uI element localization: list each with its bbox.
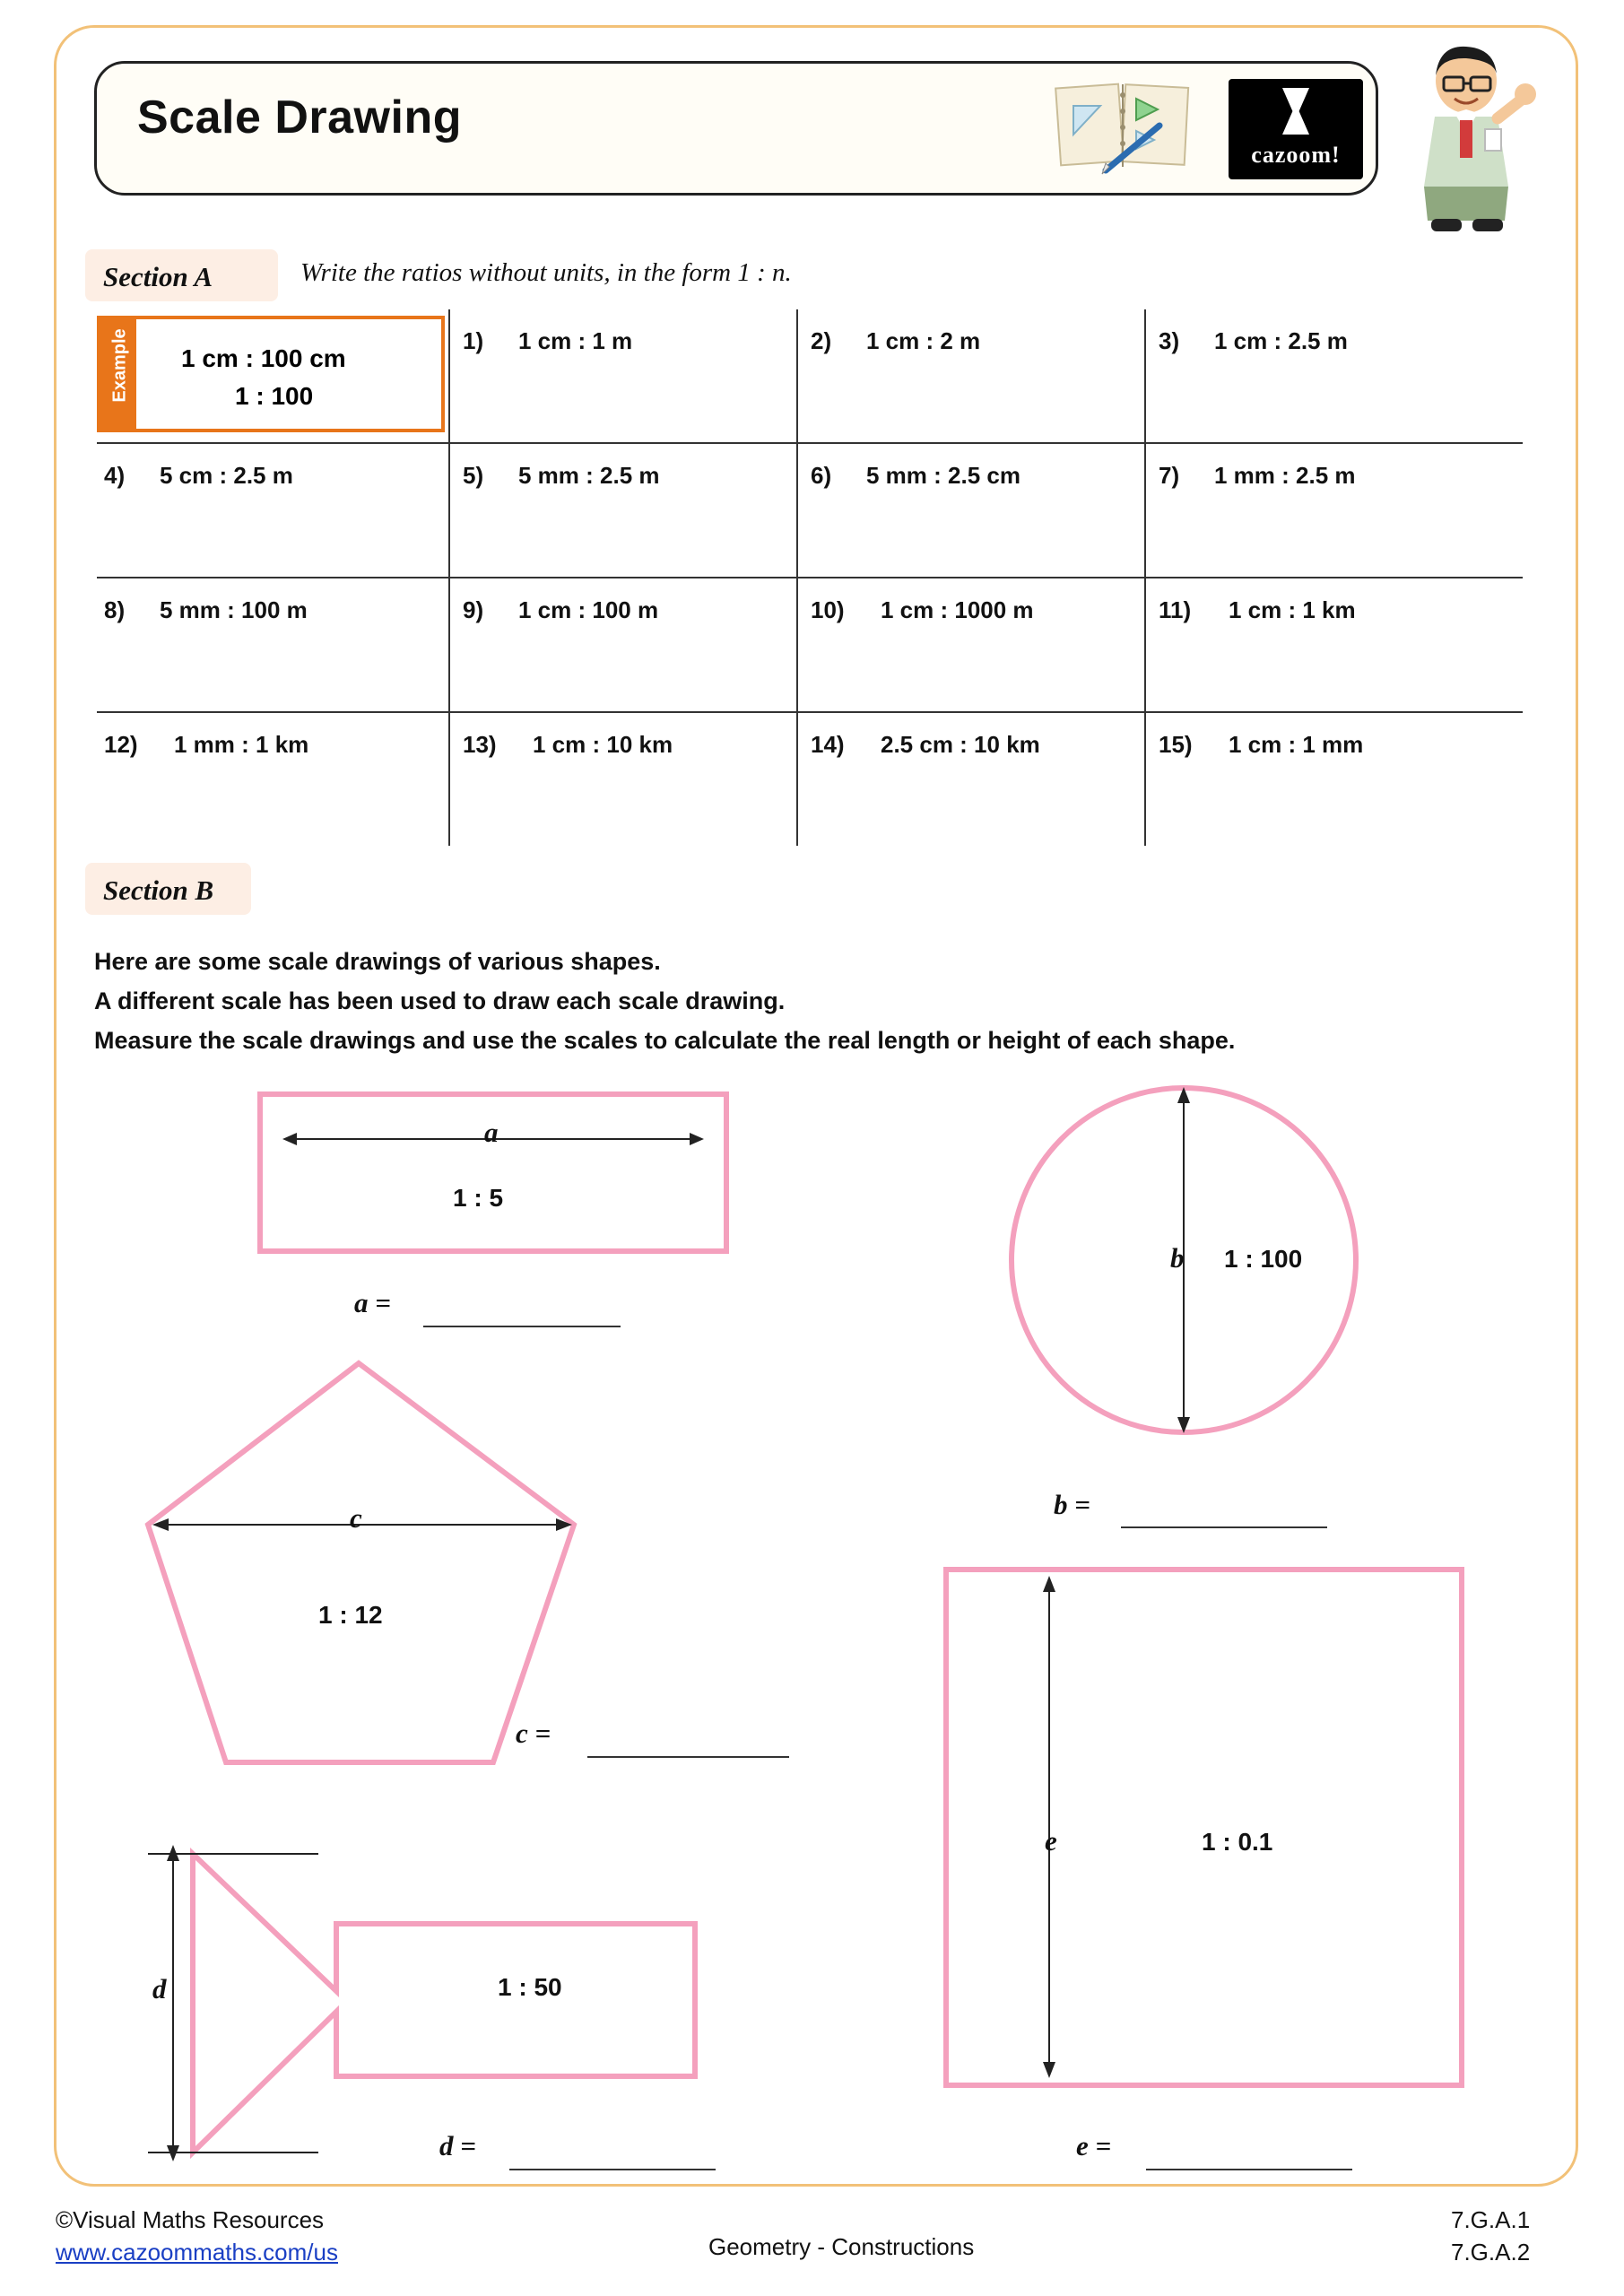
question-7: 7) 1 mm : 2.5 m — [1159, 462, 1356, 489]
cazoom-logo — [1229, 79, 1363, 179]
question-14: 14) 2.5 cm : 10 km — [811, 731, 1040, 758]
question-13: 13) 1 cm : 10 km — [463, 731, 673, 758]
section-b-instructions — [94, 942, 1235, 1060]
grid-vline — [796, 309, 798, 846]
shape-a-answer-line[interactable] — [423, 1326, 621, 1327]
page-title: Scale Drawing — [137, 91, 462, 144]
shape-c-scale: 1 : 12 — [318, 1601, 383, 1629]
section-a-instruction: Write the ratios without units, in the form 1 : n. — [300, 258, 792, 287]
section-b-line-3: Measure the scale drawings and use the scales to calculate the real length or height of each shape. — [94, 1027, 1236, 1054]
logo-text: cazoom! — [1251, 142, 1341, 168]
shape-e-label: e — [1045, 1825, 1057, 1857]
question-8: 8) 5 mm : 100 m — [104, 596, 308, 623]
shape-pentagon-c — [143, 1354, 610, 1776]
example-line-2: 1 : 100 — [235, 382, 314, 410]
shape-b-answer-label: b = — [1054, 1489, 1090, 1520]
question-11: 11) 1 cm : 1 km — [1159, 596, 1356, 623]
shape-d-answer-line[interactable] — [509, 2169, 716, 2170]
shape-arrow-d — [139, 1816, 821, 2193]
section-b-line-1: Here are some scale drawings of various shapes. — [94, 948, 661, 975]
footer-topic: Geometry - Constructions — [708, 2233, 975, 2260]
section-a-label: Section A — [85, 249, 278, 301]
shape-d-scale: 1 : 50 — [498, 1973, 562, 2001]
footer-website-link[interactable]: www.cazoommaths.com/us — [56, 2239, 338, 2266]
question-3: 3) 1 cm : 2.5 m — [1159, 327, 1348, 354]
shape-a-scale: 1 : 5 — [453, 1184, 504, 1212]
shape-e-answer-label: e = — [1076, 2130, 1112, 2161]
shape-a-label: a — [484, 1117, 499, 1148]
footer-copyright: ©Visual Maths Resources — [56, 2206, 325, 2233]
shape-c-answer-line[interactable] — [587, 1756, 789, 1758]
shape-c-answer-label: c = — [516, 1718, 551, 1749]
question-1: 1) 1 cm : 1 m — [463, 327, 633, 354]
question-2: 2) 1 cm : 2 m — [811, 327, 981, 354]
shape-e-scale: 1 : 0.1 — [1202, 1828, 1273, 1856]
footer-standard-code-1: 7.G.A.1 — [1451, 2206, 1531, 2233]
shape-b-label: b — [1170, 1242, 1185, 1274]
shape-a-answer-label: a = — [354, 1287, 391, 1318]
example-line-1: 1 cm : 100 cm — [181, 344, 346, 372]
shape-b-scale: 1 : 100 — [1224, 1245, 1303, 1273]
shape-circle-b — [1009, 1076, 1368, 1435]
question-6: 6) 5 mm : 2.5 cm — [811, 462, 1020, 489]
question-10: 10) 1 cm : 1000 m — [811, 596, 1034, 623]
logo-glyph-icon — [1282, 88, 1309, 135]
shape-b-answer-line[interactable] — [1121, 1526, 1327, 1528]
grid-vline — [1144, 309, 1146, 846]
shape-c-label: c — [350, 1502, 362, 1534]
footer-standard-code-2: 7.G.A.2 — [1451, 2239, 1531, 2266]
shape-e-answer-line[interactable] — [1146, 2169, 1352, 2170]
grid-vline — [448, 309, 450, 846]
shape-d-label: d — [152, 1973, 167, 2005]
example-tab: Example — [100, 319, 136, 429]
question-4: 4) 5 cm : 2.5 m — [104, 462, 293, 489]
section-b-label: Section B — [85, 863, 251, 915]
notebook-doodle-icon — [1054, 79, 1197, 178]
question-5: 5) 5 mm : 2.5 m — [463, 462, 660, 489]
question-9: 9) 1 cm : 100 m — [463, 596, 659, 623]
section-b-line-2: A different scale has been used to draw each scale drawing. — [94, 987, 786, 1014]
shape-d-answer-label: d = — [439, 2130, 476, 2161]
student-mascot-icon — [1399, 43, 1533, 236]
example-box — [97, 316, 445, 432]
question-12: 12) 1 mm : 1 km — [104, 731, 309, 758]
question-15: 15) 1 cm : 1 mm — [1159, 731, 1364, 758]
page-footer — [0, 2206, 1624, 2296]
